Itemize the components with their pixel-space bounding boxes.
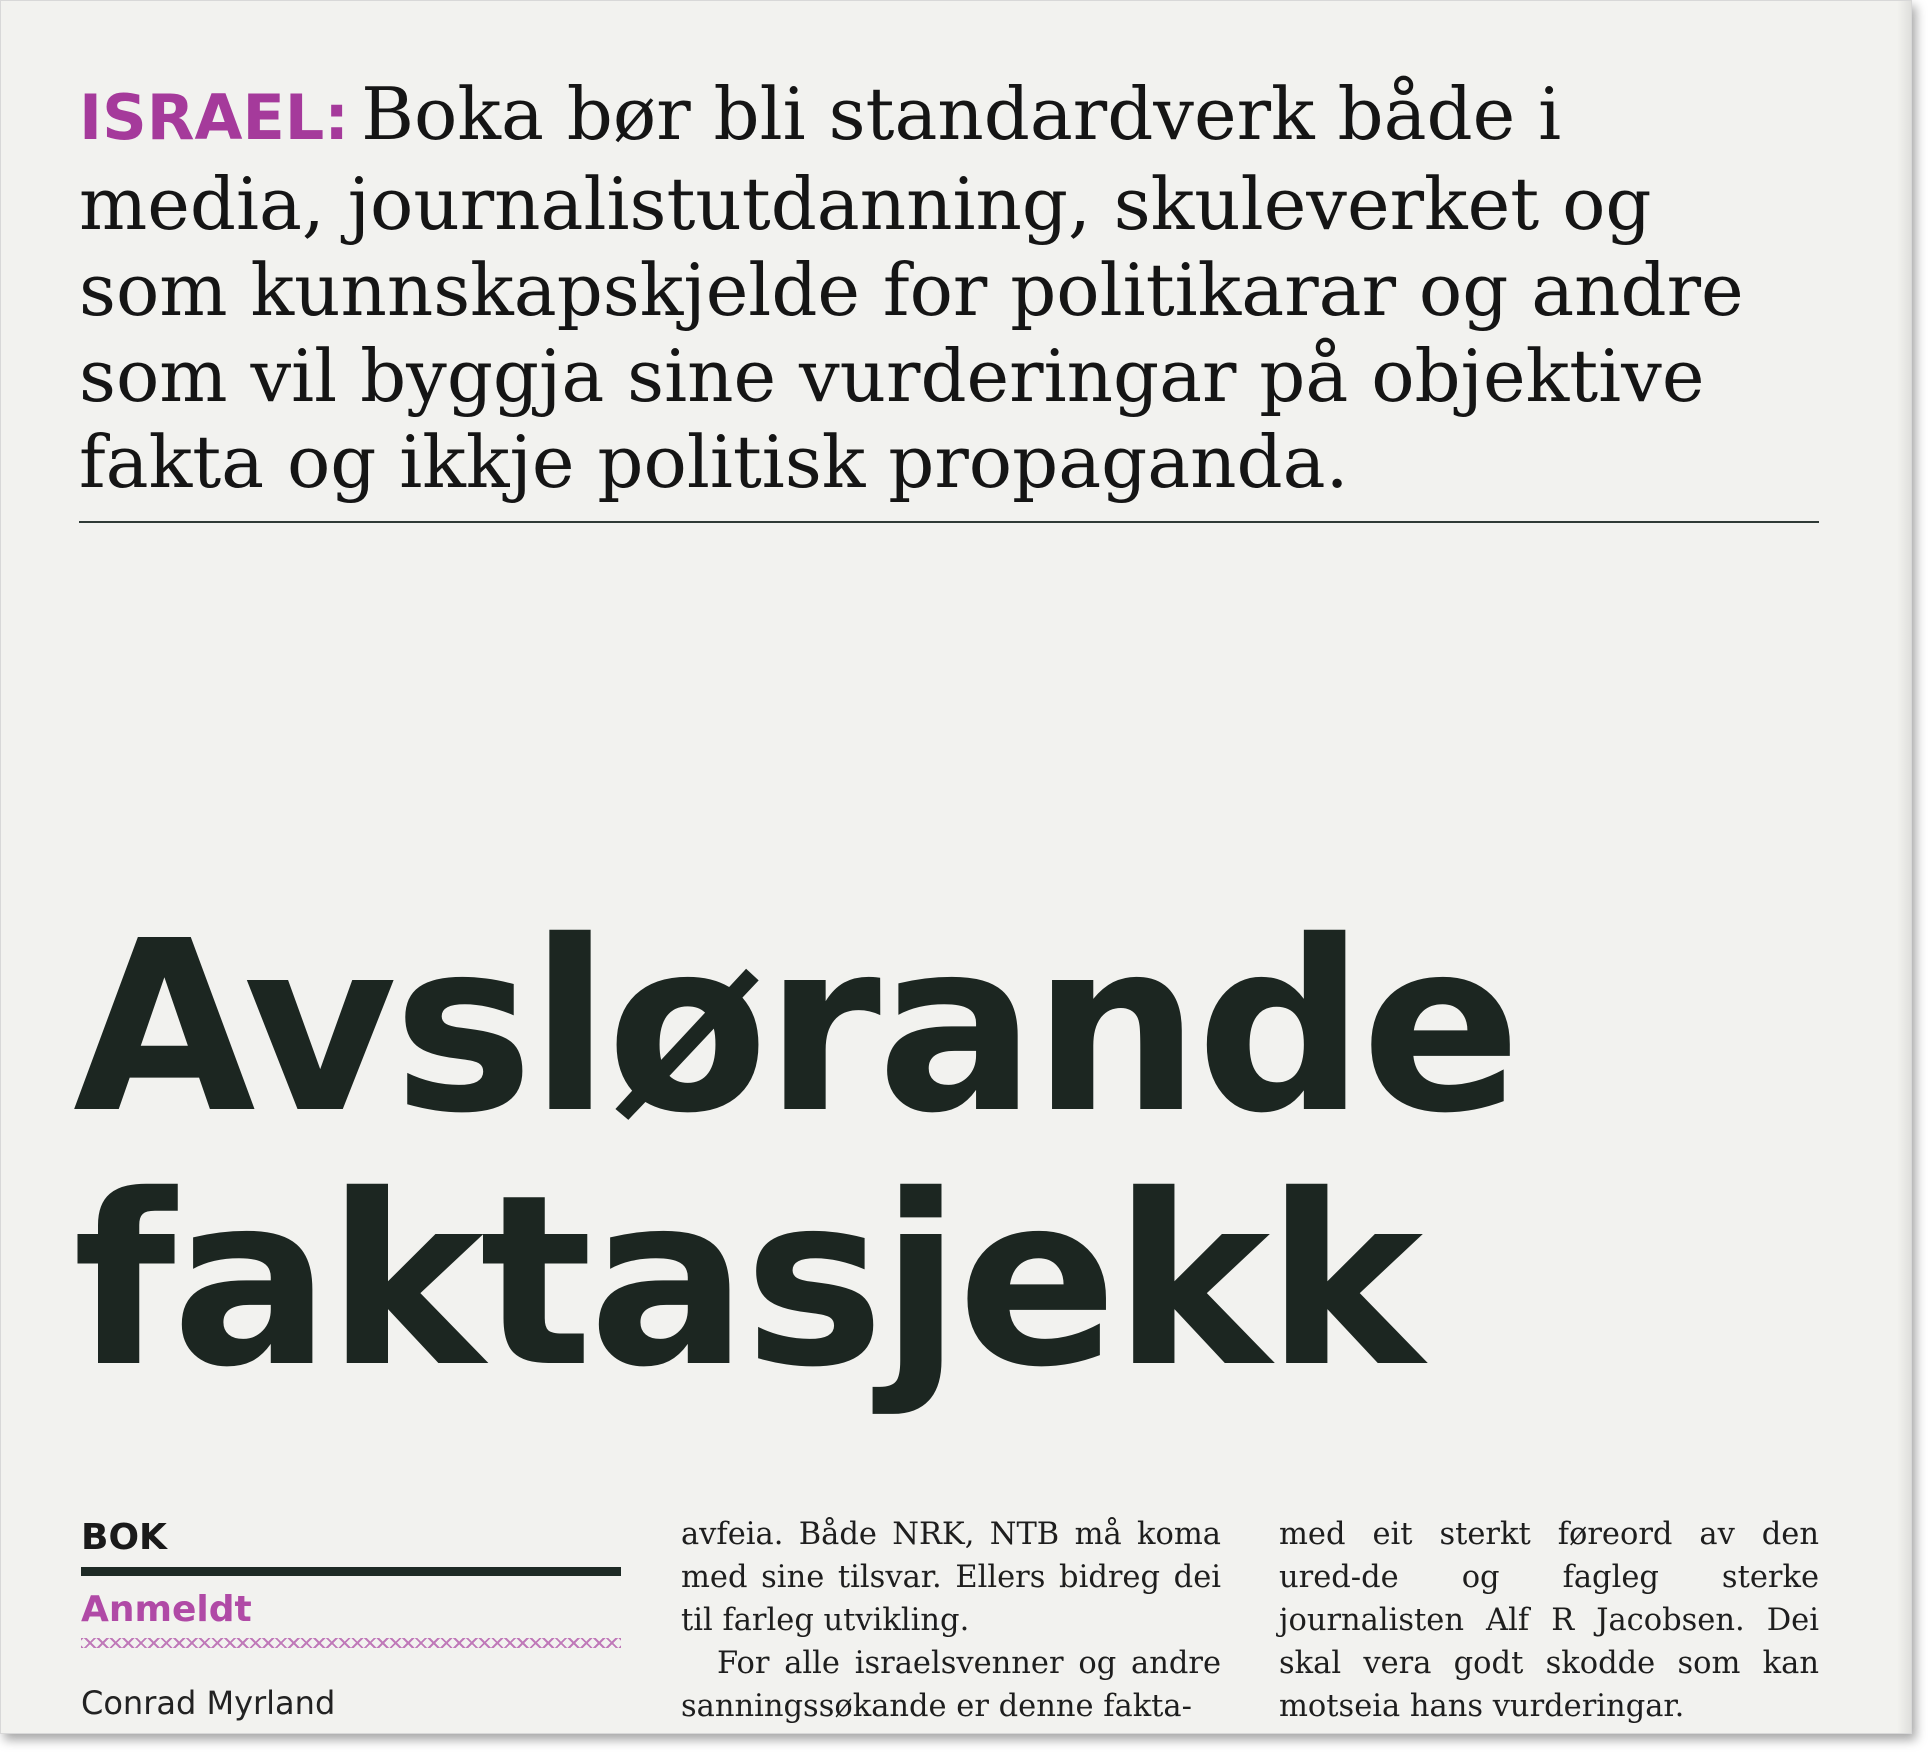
ingress <box>79 71 1779 505</box>
paragraph: avfeia. Både NRK, NTB må koma med sine tilsvar. Ellers bidreg dei til farleg utvikling. <box>681 1517 1221 1638</box>
ingress-text: Boka bør bli standardverk både i media, journalistutdanning, skuleverket og som kunnskapskjelde for politikarar og andre som vil byggja sine vurderingar på objektive fakta og ikkje politisk propaganda. <box>79 72 1744 504</box>
byline-block <box>81 1515 621 1722</box>
body-column-2 <box>1279 1513 1819 1728</box>
kicker: ISRAEL: <box>79 81 350 154</box>
section-label: BOK <box>81 1517 167 1558</box>
body-column-1 <box>681 1513 1221 1728</box>
headline-line-2: faktasjekk <box>73 1144 1420 1419</box>
reviewed-label: Anmeldt <box>81 1589 252 1630</box>
zigzag-divider <box>81 1638 621 1648</box>
paragraph: med eit sterkt føreord av den ured-de og fagleg sterke journalisten Alf R Jacobsen. Dei skal vera godt skodde som kan motseia hans vurderingar. <box>1279 1517 1819 1724</box>
headline <box>73 890 1518 1419</box>
author-name: Conrad Myrland <box>81 1684 336 1722</box>
headline-line-1: Avslørande <box>73 890 1518 1165</box>
paragraph: For alle israelsvenner og andre sanningssøkande er denne fakta- <box>681 1646 1221 1724</box>
divider <box>79 521 1819 523</box>
section-bar <box>81 1567 621 1576</box>
